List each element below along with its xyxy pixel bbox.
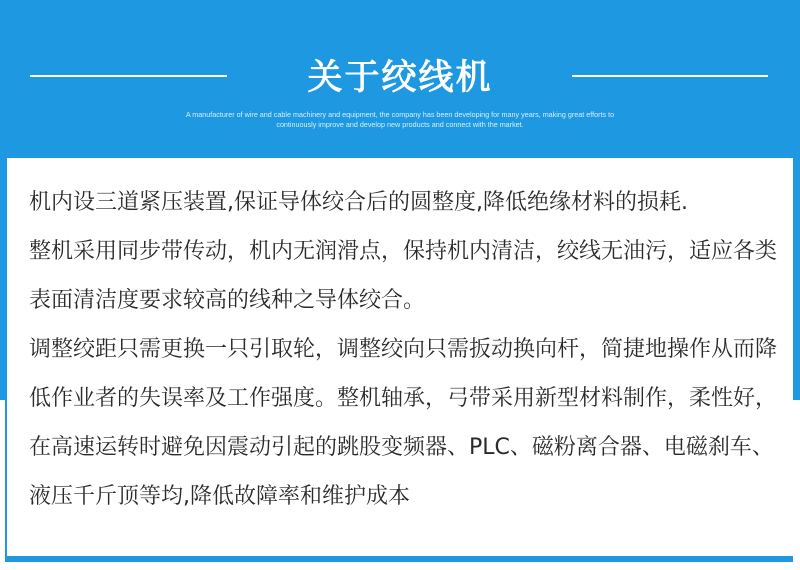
- description-text: [29, 178, 781, 521]
- paragraph-transmission: 整机采用同步带传动，机内无润滑点，保持机内清洁，绞线无油污，适应各类表面清洁度要求较高的线种之导体绞合。: [29, 239, 778, 313]
- section-subtitle: [165, 110, 635, 130]
- subtitle-line-1: A manufacturer of wire and cable machinery and equipment, the company has been developing for many years, making great efforts to: [185, 110, 615, 119]
- content-card: [5, 158, 793, 562]
- paragraph-compaction: 机内设三道紧压装置,保证导体绞合后的圆整度,降低绝缘材料的损耗.: [29, 190, 688, 215]
- paragraph-adjustment: 调整绞距只需更换一只引取轮，调整绞向只需扳动换向杆，简捷地操作从而降低作业者的失误率及工作强度。整机轴承，弓带采用新型材料制作，柔性好，在高速运转时避免因震动引起的跳股变频器、PLC、磁粉离合器、电磁刹车、液压千斤顶等均,降低故障率和维护成本: [29, 337, 778, 509]
- section-title: 关于绞线机: [307, 58, 493, 98]
- subtitle-line-2: continuously improve and develop new products and connect with the market.: [276, 120, 524, 129]
